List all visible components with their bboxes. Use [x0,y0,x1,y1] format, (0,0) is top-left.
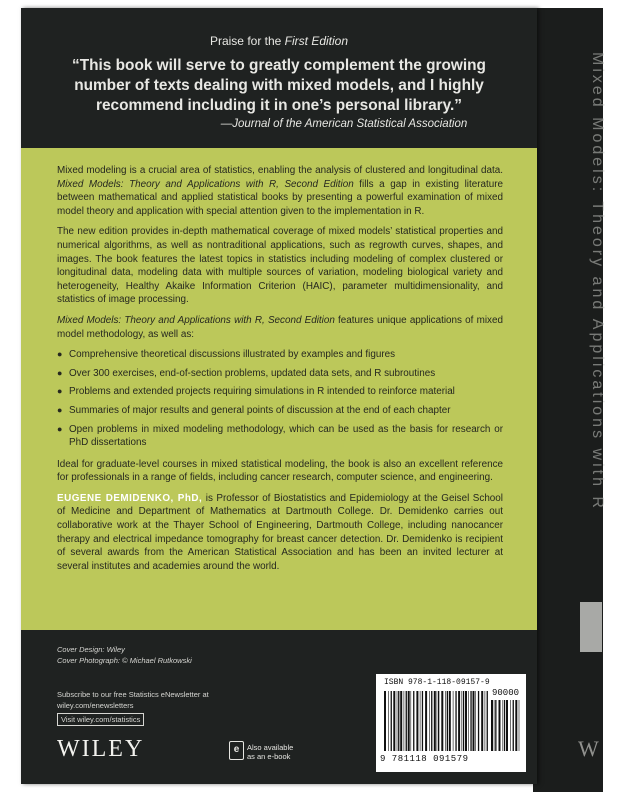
price-code: 90000 [492,688,520,698]
author-name: EUGENE DEMIDENKO, PhD, [57,492,203,504]
feature-item [57,404,503,418]
praise-heading [21,34,537,48]
back-cover [21,8,537,784]
feature-item [57,348,503,362]
cover-design-credit: Cover Design: Wiley [57,645,125,654]
bullet-icon: ● [57,367,63,378]
edition-paragraph: The new edition provides in-depth mathematical coverage of mixed models’ statistical properties and numerical algorithms, as well as nontraditional applications, such as regrowth curves, shapes, and images. The book features the latest topics in statistics including modeling of complex clustered or longitudinal data, modeling data with multiple sources of variation, modeling biological variety and heterogeneity, Healthy Akaike Information Criterion (HAIC), parameter multidimensionality, and statistics of image processing. [57,226,503,306]
price-barcode [491,700,521,751]
spine-edition-badge [580,602,602,652]
author-bio: is Professor of Biostatistics and Epidemiology at the Geisel School of Medicine and Department of Mathematics at Dartmouth College. Dr. Demidenko carries out collaborative work at the Thayer School of Engineering, Dartmouth College, including nanocancer therapy and electrical impedance tomography for breast cancer detection. Dr. Demidenko is recipient of several awards from the American Statistical Association and has been an invited lecturer at several institutes and academies around the world. [57,492,503,572]
cover-credits [57,644,192,666]
cover-photo-credit: Cover Photograph: © Michael Rutkowski [57,656,192,665]
bullet-icon: ● [57,423,63,434]
feature-list [57,348,503,450]
barcode-digits: 9 781118 091579 [380,754,469,764]
feature-item [57,367,503,381]
praise-quote: “This book will serve to greatly complement the growing number of texts dealing with mixed models, and I highly recommend including it in one’s personal library.” [72,57,486,114]
feature-item [57,423,503,450]
spine-title: Mixed Models: Theory and Applications with R [589,52,606,511]
barcode-box [376,674,526,772]
intro-book-title: Mixed Models: Theory and Applications with R, Second Edition [57,178,354,190]
praise-attribution: —Journal of the American Statistical Association [220,118,468,130]
audience-paragraph: Ideal for graduate-level courses in mixed statistical modeling, the book is also an excellent reference for professionals in a range of fields, including cancer research, computer science, and engineering. [57,458,503,484]
ebook-notice [247,743,307,761]
features-book-title: Mixed Models: Theory and Applications with R, Second Edition [57,314,335,326]
ebook-line2: as an e-book [247,752,291,761]
visit-link[interactable]: Visit wiley.com/statistics [57,713,144,726]
feature-text: Comprehensive theoretical discussions illustrated by examples and figures [69,349,396,361]
features-paragraph [57,314,503,341]
feature-item [57,385,503,399]
author-paragraph [57,492,503,574]
newsletter-block [57,689,227,726]
intro-paragraph [57,164,503,218]
isbn-barcode [384,691,488,751]
bullet-icon: ● [57,404,63,415]
ebook-line1: Also available [247,743,294,752]
feature-text: Summaries of major results and general points of discussion at the end of each chapter [69,404,451,416]
feature-text: Open problems in mixed modeling methodology, which can be used as the basis for research or PhD dissertations [69,423,503,449]
intro-end: fills a gap in existing literature between mathematical and applied statistical books by presenting a powerful examination of mixed model theory and application with special attention given to the implementation in R. [57,178,503,217]
bullet-icon: ● [57,349,63,360]
intro-start: Mixed modeling is a crucial area of statistics, enabling the analysis of clustered and longitudinal data. [57,165,503,176]
isbn-text: ISBN 978-1-118-09157-9 [384,678,490,687]
publisher-logo: WILEY [57,736,145,762]
praise-section [21,34,537,130]
feature-text: Problems and extended projects requiring simulations in R intended to reinforce material [69,386,455,398]
features-end: features unique applications of mixed model methodology, as well as: [57,314,503,340]
praise-heading-prefix: Praise for the [209,34,285,48]
bullet-icon: ● [57,386,63,397]
description-panel [21,148,537,630]
feature-text: Over 300 exercises, end-of-section problems, updated data sets, and R subroutines [69,367,436,379]
spine-logo: W [578,736,599,761]
description-text [57,164,503,580]
praise-heading-emphasis: First Edition [284,34,349,48]
newsletter-line: Subscribe to our free Statistics eNewsletter at [57,690,209,699]
ebook-icon: e [229,741,244,760]
newsletter-url[interactable]: wiley.com/enewsletters [57,701,134,710]
